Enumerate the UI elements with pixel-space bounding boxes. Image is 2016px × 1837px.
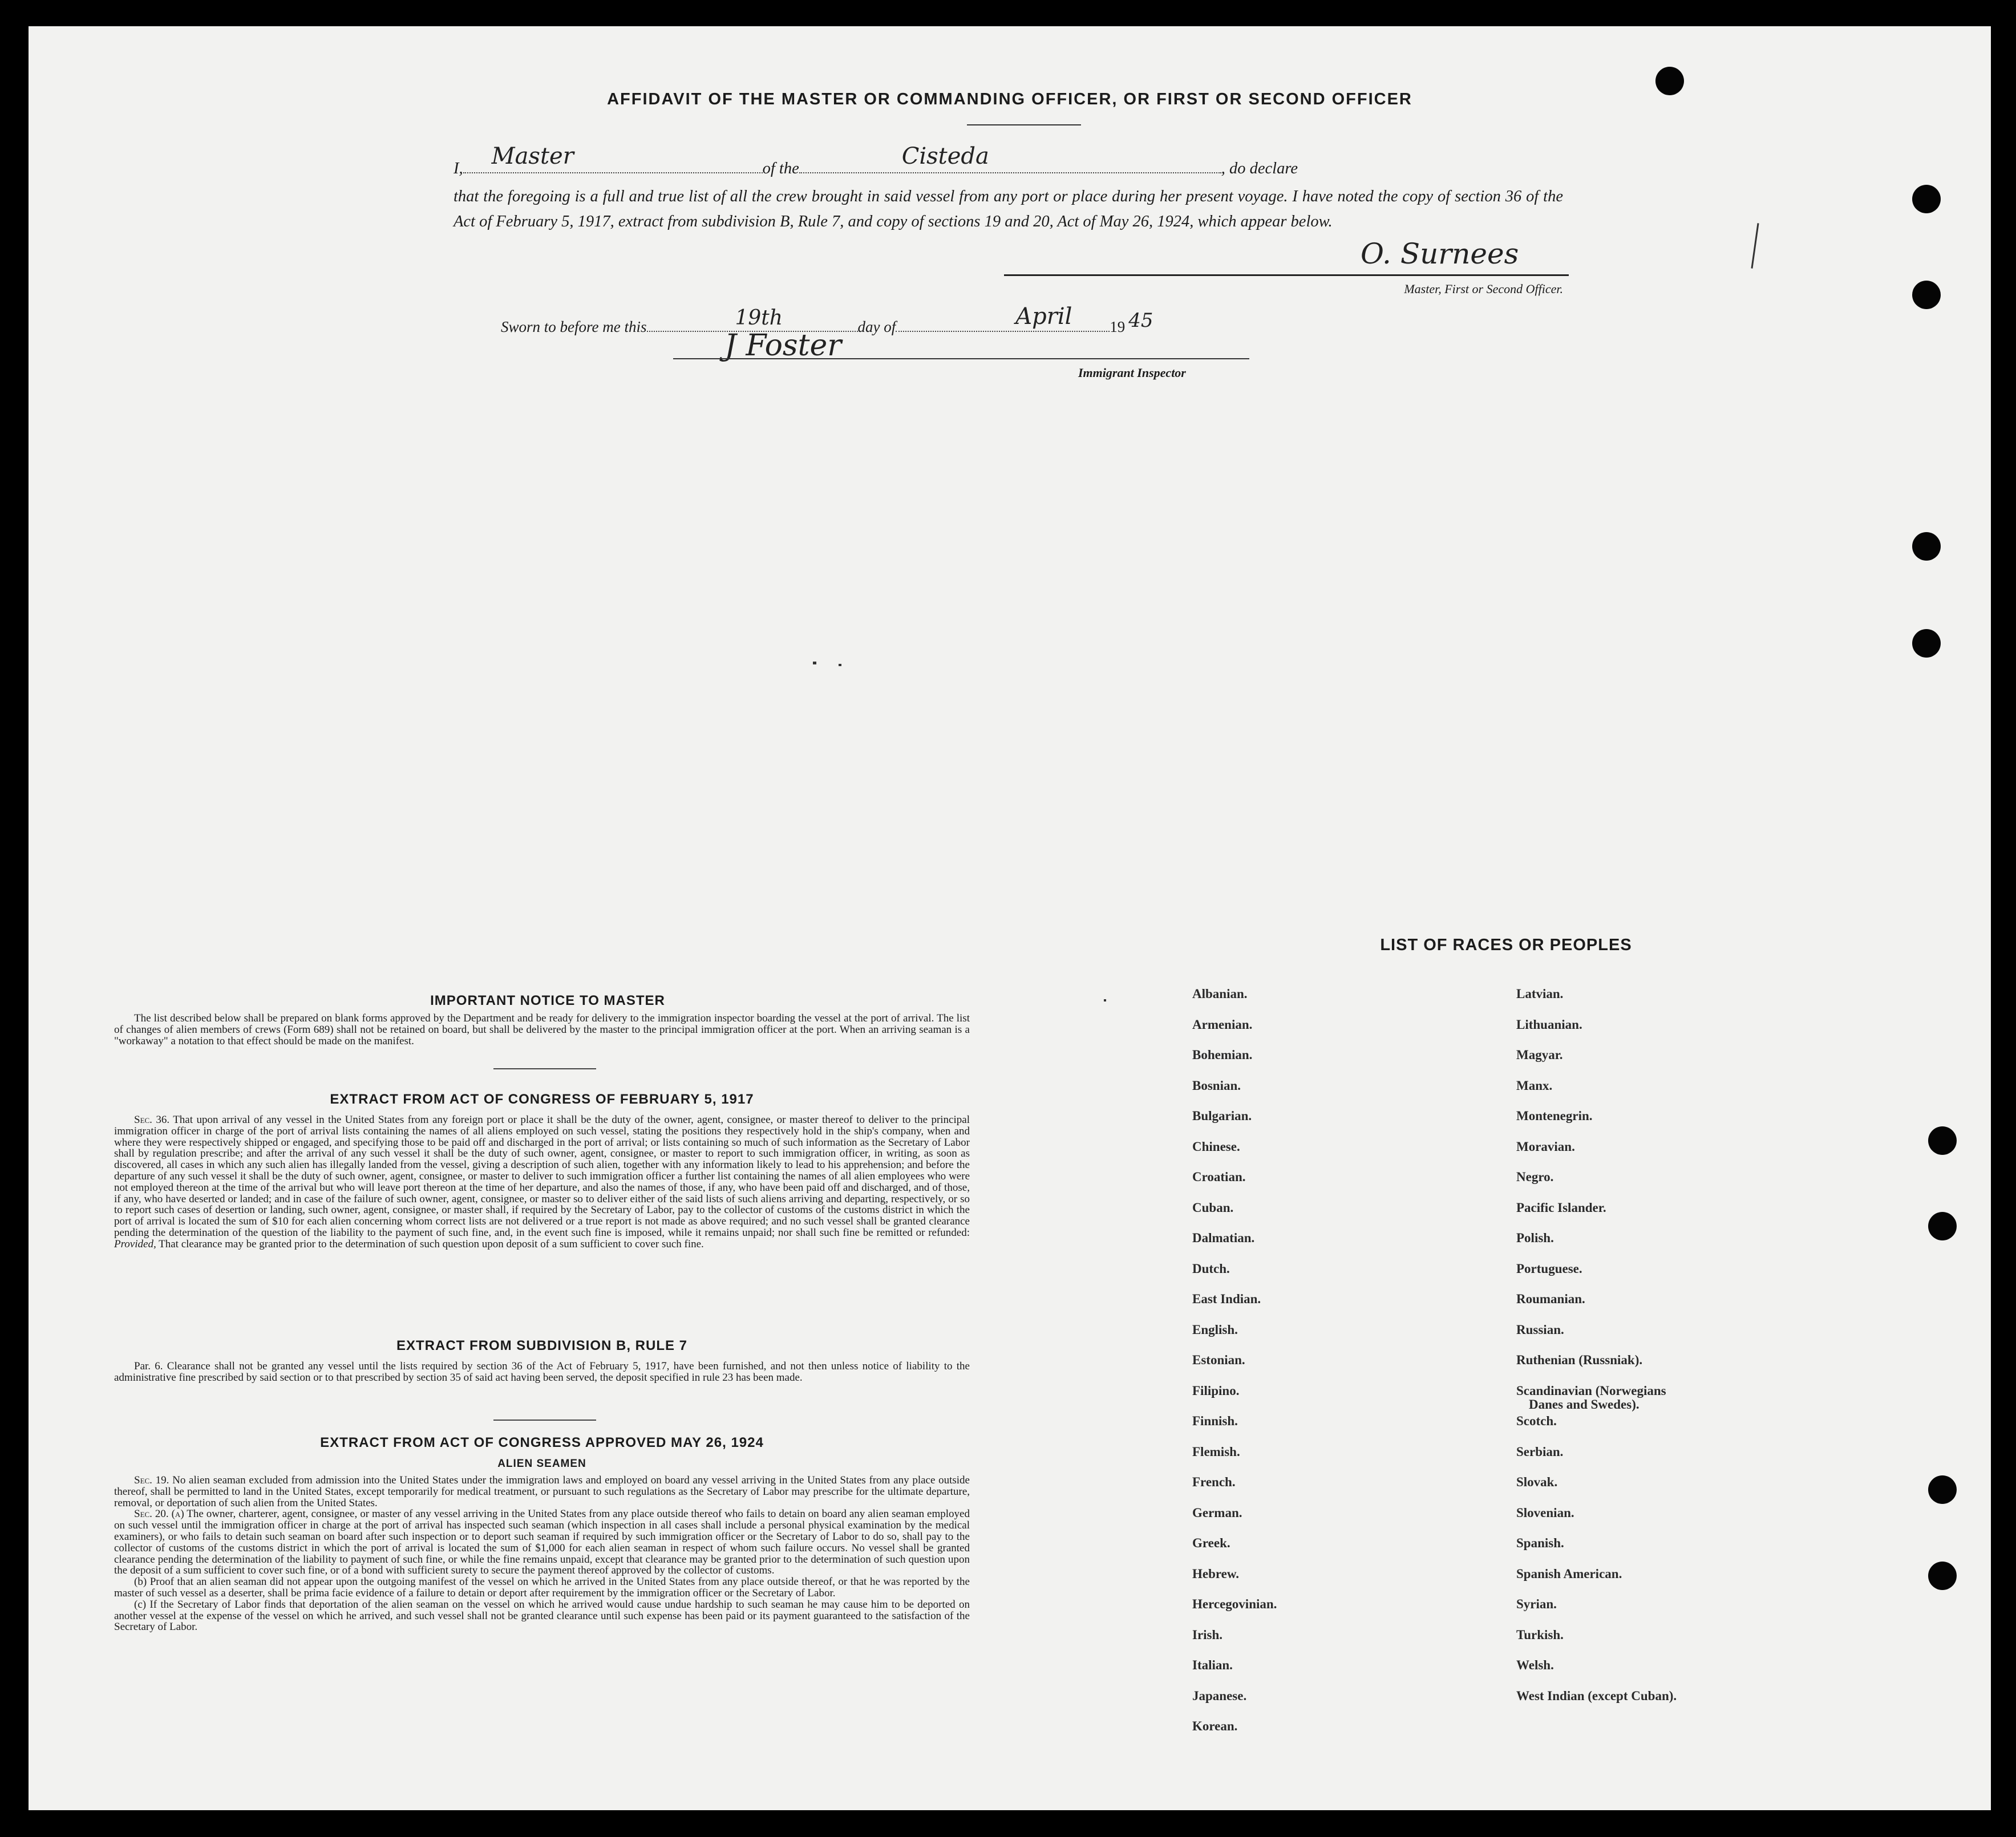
race-item: Bulgarian. bbox=[1192, 1109, 1252, 1123]
stray-mark bbox=[839, 664, 841, 666]
rule7-body bbox=[114, 1361, 970, 1384]
sworn-day: 19th bbox=[735, 306, 783, 330]
extract-1917-body bbox=[114, 1114, 970, 1250]
race-item: Spanish American. bbox=[1516, 1566, 1622, 1581]
document-page bbox=[29, 26, 1991, 1810]
proviso-text: That clearance may be granted prior to the determination of such question upon deposit of a sum sufficient to cover such fine. bbox=[159, 1238, 704, 1250]
declaration-text: that the foregoing is a full and true list of all the crew brought in said vessel from any port or place during her present voyage. I have noted the copy of section 36 of the Act of February 5, 1917, extract from subdivision B, Rule 7, and copy of sections 19 and 20, Act of May 26, 1924, which appear below. bbox=[454, 188, 1563, 230]
race-item: Serbian. bbox=[1516, 1444, 1564, 1459]
race-item: Montenegrin. bbox=[1516, 1109, 1593, 1123]
race-item: French. bbox=[1192, 1475, 1236, 1489]
sec20a-paragraph bbox=[114, 1508, 970, 1576]
race-item: Scotch. bbox=[1516, 1414, 1557, 1428]
race-item: Slovenian. bbox=[1516, 1505, 1574, 1520]
year-prefix: 19 bbox=[1110, 318, 1126, 335]
punch-hole bbox=[1928, 1475, 1957, 1504]
month-field bbox=[896, 303, 1110, 332]
race-item: Magyar. bbox=[1516, 1048, 1563, 1062]
name-handwritten: Master bbox=[491, 143, 574, 169]
vessel-handwritten: Cisteda bbox=[901, 143, 989, 169]
notice-text: The list described below shall be prepared on blank forms approved by the Department and be ready for delivery to the immigration inspector boarding the vessel at the port of arrival. The list of changes of alien members of crews (Form 689) shall not be retained on board, but shall be delivered by the master to the principal immigration officer at the port. When an arriving seaman is a "workaway" a notation to that effect should be made on the manifest. bbox=[114, 1012, 970, 1047]
inspector-line bbox=[673, 358, 1249, 359]
race-item: Cuban. bbox=[1192, 1200, 1234, 1215]
vessel-field bbox=[799, 143, 1221, 173]
stray-mark bbox=[813, 662, 816, 664]
stray-mark bbox=[1104, 999, 1106, 1001]
name-field bbox=[463, 143, 763, 173]
race-item: Dutch. bbox=[1192, 1261, 1230, 1276]
extract-1917-title: EXTRACT FROM ACT OF CONGRESS OF FEBRUARY 5, 1917 bbox=[330, 1092, 754, 1107]
punch-hole bbox=[1912, 532, 1941, 561]
affidavit-declaration bbox=[454, 143, 1563, 234]
race-item: Lithuanian. bbox=[1516, 1017, 1582, 1032]
race-item: German. bbox=[1192, 1505, 1242, 1520]
race-item: Filipino. bbox=[1192, 1383, 1240, 1398]
proviso-label: Provided, bbox=[114, 1238, 156, 1250]
race-item: Hebrew. bbox=[1192, 1566, 1239, 1581]
rule7-text: Par. 6. Clearance shall not be granted any vessel until the lists required by section 36 of the Act of February 5, 1917, have been furnished, and not then unless notice of liability to the administrative fine prescribed by said section or to that prescribed by section 35 of said act having been served, the deposit specified in rule 23 has been made. bbox=[114, 1360, 970, 1384]
punch-hole bbox=[1912, 281, 1941, 309]
notice-title: IMPORTANT NOTICE TO MASTER bbox=[430, 993, 665, 1008]
race-item: Japanese. bbox=[1192, 1688, 1247, 1703]
race-item: Turkish. bbox=[1516, 1627, 1564, 1642]
sec19-text: No alien seaman excluded from admission into the United States under the immigration laws and employed on board any vessel arriving in the United States from any place outside thereof, shall be permitted to land in the United States, except temporarily for medical treatment, or pursuant to such regulations as the Secretary of Labor may prescribe for the ultimate departure, removal, or deportation of such alien from the United States. bbox=[114, 1474, 970, 1509]
race-item: Flemish. bbox=[1192, 1444, 1240, 1459]
race-item: English. bbox=[1192, 1322, 1238, 1337]
rule7-title: EXTRACT FROM SUBDIVISION B, RULE 7 bbox=[396, 1338, 688, 1353]
race-item: Ruthenian (Russniak). bbox=[1516, 1353, 1643, 1367]
extract-1924-title: EXTRACT FROM ACT OF CONGRESS APPROVED MAY 26, 1924 bbox=[320, 1435, 764, 1450]
alien-seamen-subtitle: ALIEN SEAMEN bbox=[497, 1458, 586, 1470]
sec20-label: Sec. 20. (a) bbox=[134, 1508, 184, 1520]
race-item: Estonian. bbox=[1192, 1353, 1245, 1367]
race-item: Korean. bbox=[1192, 1719, 1238, 1733]
race-item: Danes and Swedes). bbox=[1529, 1397, 1639, 1412]
sec19-label: Sec. 19. bbox=[134, 1474, 169, 1486]
race-item: Syrian. bbox=[1516, 1597, 1557, 1611]
sec20c-text: (c) If the Secretary of Labor finds that deportation of the alien seaman on the vessel on which he arrived would cause undue hardship to such seaman he may cause him to be deported on another vessel at the expense of the vessel on which he arrived, and such vessel shall not be granted clearance until such expense has been paid or its payment guaranteed to the satisfaction of the Secretary of Labor. bbox=[114, 1598, 970, 1633]
race-item: Slovak. bbox=[1516, 1475, 1558, 1489]
race-item: Portuguese. bbox=[1516, 1261, 1582, 1276]
race-item: Chinese. bbox=[1192, 1139, 1240, 1154]
declaration-line bbox=[454, 143, 1563, 184]
day-of-label: day of bbox=[857, 318, 896, 335]
punch-hole bbox=[1928, 1212, 1957, 1240]
race-item: Roumanian. bbox=[1516, 1292, 1585, 1306]
sworn-month: April bbox=[1015, 303, 1072, 330]
punch-hole bbox=[1928, 1562, 1957, 1590]
do-declare-label: , do declare bbox=[1221, 160, 1298, 177]
sec36-label: Sec. 36. bbox=[134, 1114, 170, 1126]
inspector-label: Immigrant Inspector bbox=[1078, 366, 1186, 380]
race-item: Bosnian. bbox=[1192, 1078, 1241, 1093]
master-signature: O. Surnees bbox=[1361, 237, 1519, 270]
sec20b-text: (b) Proof that an alien seaman did not appear upon the outgoing manifest of the vessel on which he arrived in the United States from any place outside thereof, or that he was reported by the master of such vessel as a deserter, shall be prima facie evidence of a failure to detain or deport after requirement by the immigration officer or the Secretary of Labor. bbox=[114, 1576, 970, 1599]
race-item: Irish. bbox=[1192, 1627, 1223, 1642]
race-item: Croatian. bbox=[1192, 1170, 1246, 1184]
punch-hole bbox=[1655, 67, 1684, 95]
race-item: Latvian. bbox=[1516, 987, 1564, 1001]
punch-hole bbox=[1912, 629, 1941, 658]
race-item: Italian. bbox=[1192, 1658, 1233, 1672]
punch-hole bbox=[1912, 185, 1941, 213]
race-item: Greek. bbox=[1192, 1536, 1230, 1550]
sec36-paragraph bbox=[114, 1114, 970, 1250]
race-item: Spanish. bbox=[1516, 1536, 1564, 1550]
separator bbox=[493, 1420, 596, 1421]
race-item: Polish. bbox=[1516, 1231, 1554, 1245]
races-title: LIST OF RACES OR PEOPLES bbox=[1380, 936, 1632, 954]
race-item: Bohemian. bbox=[1192, 1048, 1253, 1062]
race-item: Pacific Islander. bbox=[1516, 1200, 1606, 1215]
sec36-text: That upon arrival of any vessel in the United States from any foreign port or place it shall be the duty of the owner, agent, consignee, or master thereof to deliver to the principal immigration officer in charge of the port of arrival lists containing the names of all aliens employed on such vessel, stating the positions they respectively hold in the ship's company, when and where they were respectively shipped or engaged, and specifying those to be paid off and discharged in the port of arrival; or lists containing so much of such information as the Secretary of Labor shall by regulation prescribe; and after the arrival of any such vessel it shall be the duty of such owner, agent, consignee, or master to report to such immigration officer, in writing, as soon as discovered, all cases in which any such alien has illegally landed from the vessel, giving a description of such alien, together with any information likely to lead to his apprehension; and before the departure of any such vessel it shall be the duty of such owner, agent, consignee, or master to deliver to such immigration officer a further list containing the names of all alien employees who were not employed thereon at the time of the arrival but who will leave port thereon at the time of her departure, and also the names of those, if any, who have been paid off and discharged, and of those, if any, who have deserted or landed; and in case of the failure of such owner, agent, consignee, or master so to deliver either of the said lists of such aliens arriving and departing, respectively, or so to report such cases of desertion or landing, such owner, agent, consignee, or master shall, if required by the Secretary of Labor, pay to the collector of customs of the customs district in which the port of arrival is located the sum of $10 for each alien concerning whom correct lists are not delivered or a true report is not made as above required; and no such vessel shall be granted clearance pending the determination of the question of the liability to the payment of such fine, and, in the event such fine is imposed, while it remains unpaid; nor shall such fine be remitted or refunded: bbox=[114, 1114, 970, 1239]
sworn-label: Sworn to before me this bbox=[501, 318, 647, 335]
race-item: Armenian. bbox=[1192, 1017, 1253, 1032]
notice-body bbox=[114, 1013, 970, 1047]
title-rule bbox=[967, 124, 1081, 125]
race-item: Manx. bbox=[1516, 1078, 1553, 1093]
i-label: I, bbox=[454, 160, 463, 177]
race-item: Albanian. bbox=[1192, 987, 1248, 1001]
punch-hole bbox=[1928, 1126, 1957, 1155]
signature-line bbox=[1004, 274, 1569, 276]
signature-label: Master, First or Second Officer. bbox=[1404, 282, 1563, 296]
race-item: Russian. bbox=[1516, 1322, 1564, 1337]
race-item: Welsh. bbox=[1516, 1658, 1554, 1672]
race-item: East Indian. bbox=[1192, 1292, 1261, 1306]
race-item: Scandinavian (Norwegians bbox=[1516, 1383, 1666, 1398]
race-item: Finnish. bbox=[1192, 1414, 1238, 1428]
inspector-signature: J Foster bbox=[724, 329, 842, 363]
race-item: Hercegovinian. bbox=[1192, 1597, 1277, 1611]
race-item: West Indian (except Cuban). bbox=[1516, 1688, 1677, 1703]
of-the-label: of the bbox=[762, 160, 799, 177]
sec20a-text: The owner, charterer, agent, consignee, or master of any vessel arriving in the United States from any place outside thereof who fails to detain on board any alien seaman employed on such vessel until the immigration officer in charge at the port of arrival has inspected such seaman (which inspection in all cases shall include a personal physical examination by the medical examiners), or who fails to detain such seaman on board after such inspection or to deport such seaman if required by such immigration officer or the Secretary of Labor to do so, shall pay to the collector of customs of the customs district in which the port of arrival is located the sum of $1,000 for each alien seaman in respect of whom such failure occurs. No vessel shall be granted clearance pending the determination of the liability to payment of such fine, or while the fine remains unpaid, except that clearance may be granted prior to the determination of such question upon the deposit of a sum sufficient to cover such fine, or of a bond with sufficient surety to secure the payment thereof approved by the collector of customs. bbox=[114, 1508, 970, 1577]
sec19-paragraph bbox=[114, 1475, 970, 1508]
race-item: Negro. bbox=[1516, 1170, 1554, 1184]
separator bbox=[493, 1068, 596, 1069]
pen-mark bbox=[1751, 223, 1759, 269]
race-item: Dalmatian. bbox=[1192, 1231, 1255, 1245]
affidavit-title: AFFIDAVIT OF THE MASTER OR COMMANDING OFFICER, OR FIRST OR SECOND OFFICER bbox=[607, 90, 1412, 108]
year-handwritten: 45 bbox=[1128, 309, 1153, 332]
race-item: Moravian. bbox=[1516, 1139, 1575, 1154]
extract-1924-body bbox=[114, 1475, 970, 1633]
